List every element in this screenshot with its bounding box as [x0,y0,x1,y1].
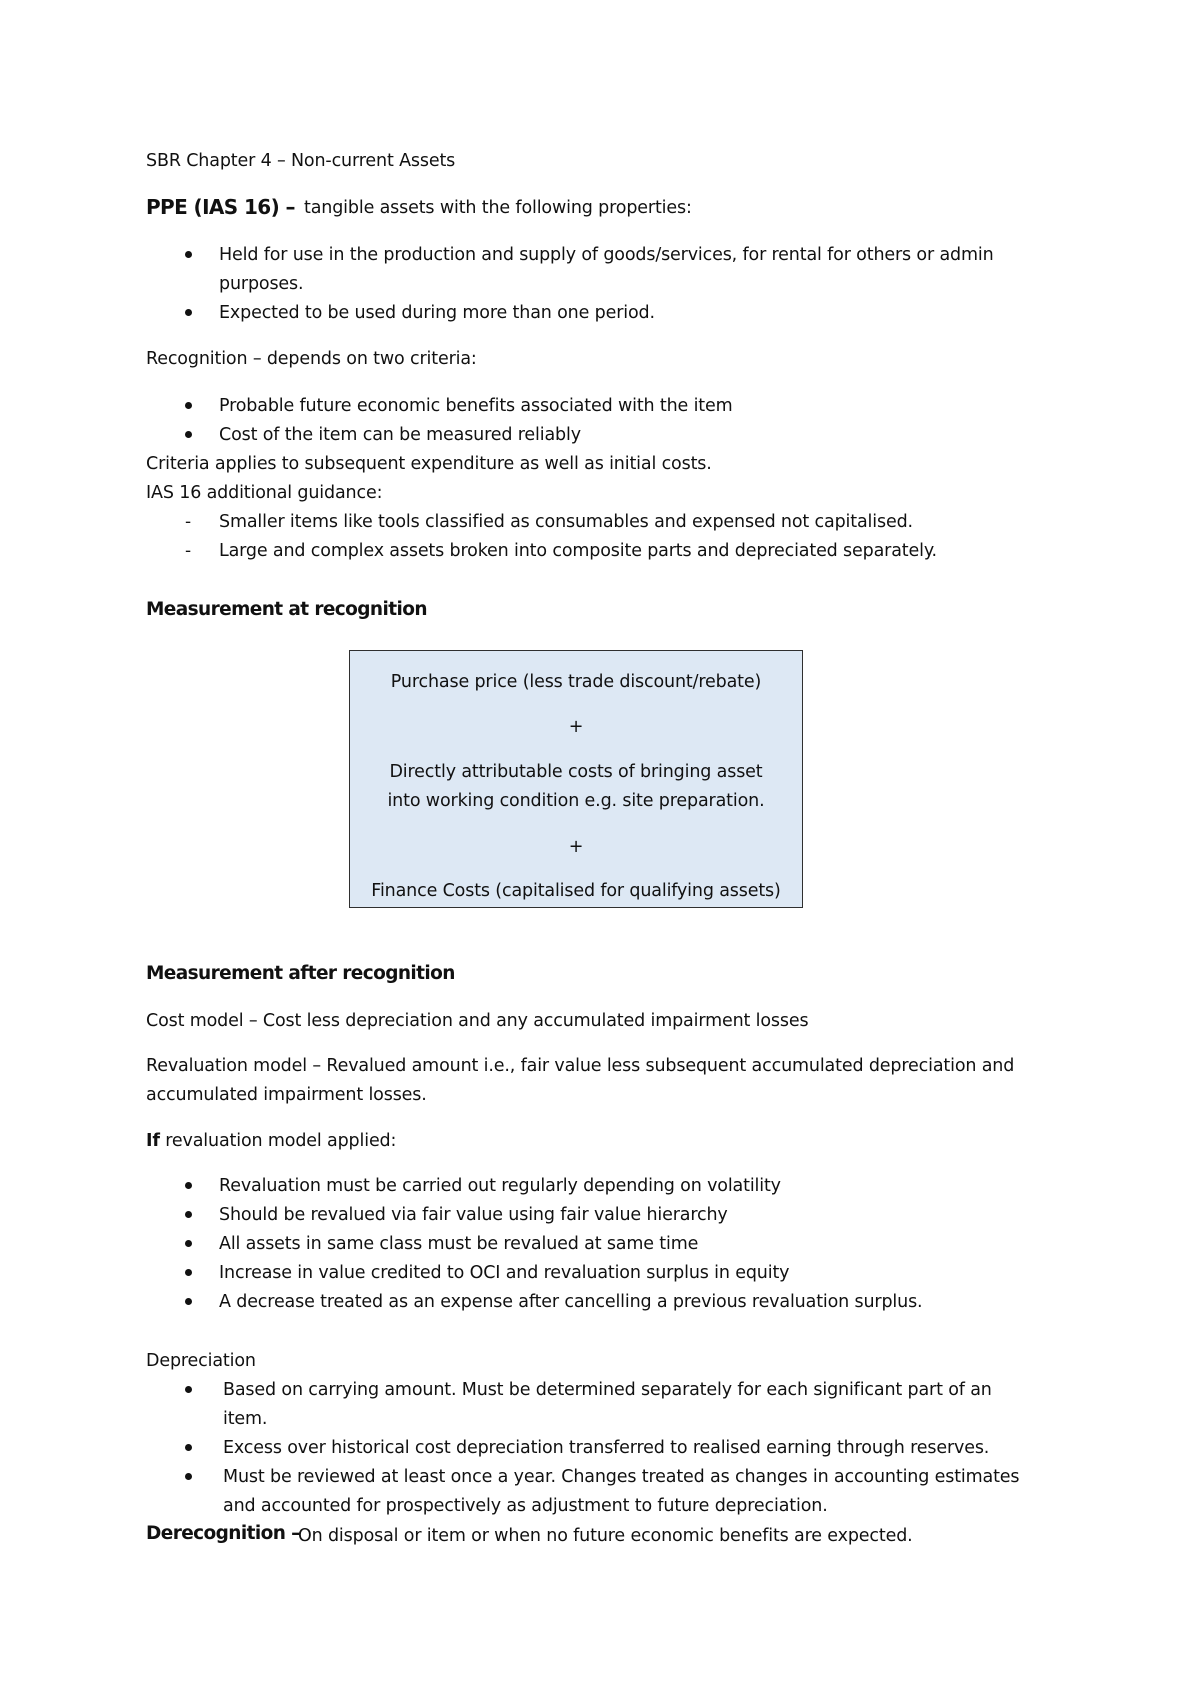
ppe-bullet-2: Expected to be used during more than one period. [219,303,655,323]
cost-formula-box [349,650,803,908]
formula-finance-costs: Finance Costs (capitalised for qualifying assets) [371,881,781,901]
depreciation-bullet-1: Based on carrying amount. Must be determined separately for each significant part of an [223,1380,992,1400]
cost-model: Cost model – Cost less depreciation and any accumulated impairment losses [146,1011,809,1031]
bullet-icon [185,1444,192,1451]
criteria-note: Criteria applies to subsequent expenditure as well as initial costs. [146,454,712,474]
revaluation-bullet-1: Revaluation must be carried out regularly depending on volatility [219,1176,781,1196]
if-keyword: If [146,1131,160,1151]
bullet-icon [185,1386,192,1393]
bullet-icon [185,309,192,316]
bullet-icon [185,402,192,409]
revaluation-bullet-5: A decrease treated as an expense after cancelling a previous revaluation surplus. [219,1292,923,1312]
measurement-at-recognition-heading: Measurement at recognition [146,599,427,620]
guidance-item-2: Large and complex assets broken into composite parts and depreciated separately. [219,541,937,561]
derecognition-heading: Derecognition – [146,1523,300,1544]
recognition-bullet-2: Cost of the item can be measured reliably [219,425,581,445]
ppe-bullet-1-cont: purposes. [219,274,304,294]
bullet-icon [185,1269,192,1276]
revaluation-model-cont: accumulated impairment losses. [146,1085,427,1105]
guidance-title: IAS 16 additional guidance: [146,483,383,503]
revaluation-bullet-2: Should be revalued via fair value using fair value hierarchy [219,1205,728,1225]
recognition-bullet-1: Probable future economic benefits associated with the item [219,396,733,416]
formula-plus: + [568,837,584,857]
derecognition-text: On disposal or item or when no future economic benefits are expected. [298,1526,913,1546]
depreciation-title: Depreciation [146,1351,256,1371]
formula-attributable-costs: Directly attributable costs of bringing asset [389,762,763,782]
depreciation-bullet-1-cont: item. [223,1409,268,1429]
bullet-icon [185,1473,192,1480]
revaluation-model: Revaluation model – Revalued amount i.e., fair value less subsequent accumulated depreciation and [146,1056,1015,1076]
depreciation-bullet-2: Excess over historical cost depreciation transferred to realised earning through reserves. [223,1438,990,1458]
ppe-intro: tangible assets with the following properties: [304,198,692,218]
ppe-bullet-1: Held for use in the production and supply of goods/services, for rental for others or admin [219,245,994,265]
if-revaluation-text: revaluation model applied: [165,1131,397,1151]
revaluation-bullet-3: All assets in same class must be revalued at same time [219,1234,699,1254]
formula-purchase-price: Purchase price (less trade discount/rebate) [390,672,762,692]
bullet-icon [185,1298,192,1305]
measurement-after-recognition-heading: Measurement after recognition [146,963,455,984]
document-title: SBR Chapter 4 – Non-current Assets [146,151,456,171]
guidance-item-1: Smaller items like tools classified as consumables and expensed not capitalised. [219,512,913,532]
ppe-heading: PPE (IAS 16) – [146,195,295,219]
bullet-icon [185,1240,192,1247]
formula-attributable-costs-cont: into working condition e.g. site preparation. [387,791,765,811]
depreciation-bullet-3: Must be reviewed at least once a year. Changes treated as changes in accounting estimates [223,1467,1020,1487]
dash-marker: - [185,541,192,561]
bullet-icon [185,1211,192,1218]
bullet-icon [185,431,192,438]
depreciation-bullet-3-cont: and accounted for prospectively as adjustment to future depreciation. [223,1496,828,1516]
dash-marker: - [185,512,192,532]
formula-plus: + [568,717,584,737]
recognition-intro: Recognition – depends on two criteria: [146,349,477,369]
revaluation-bullet-4: Increase in value credited to OCI and revaluation surplus in equity [219,1263,790,1283]
if-revaluation-line [146,1130,396,1152]
bullet-icon [185,251,192,258]
bullet-icon [185,1182,192,1189]
